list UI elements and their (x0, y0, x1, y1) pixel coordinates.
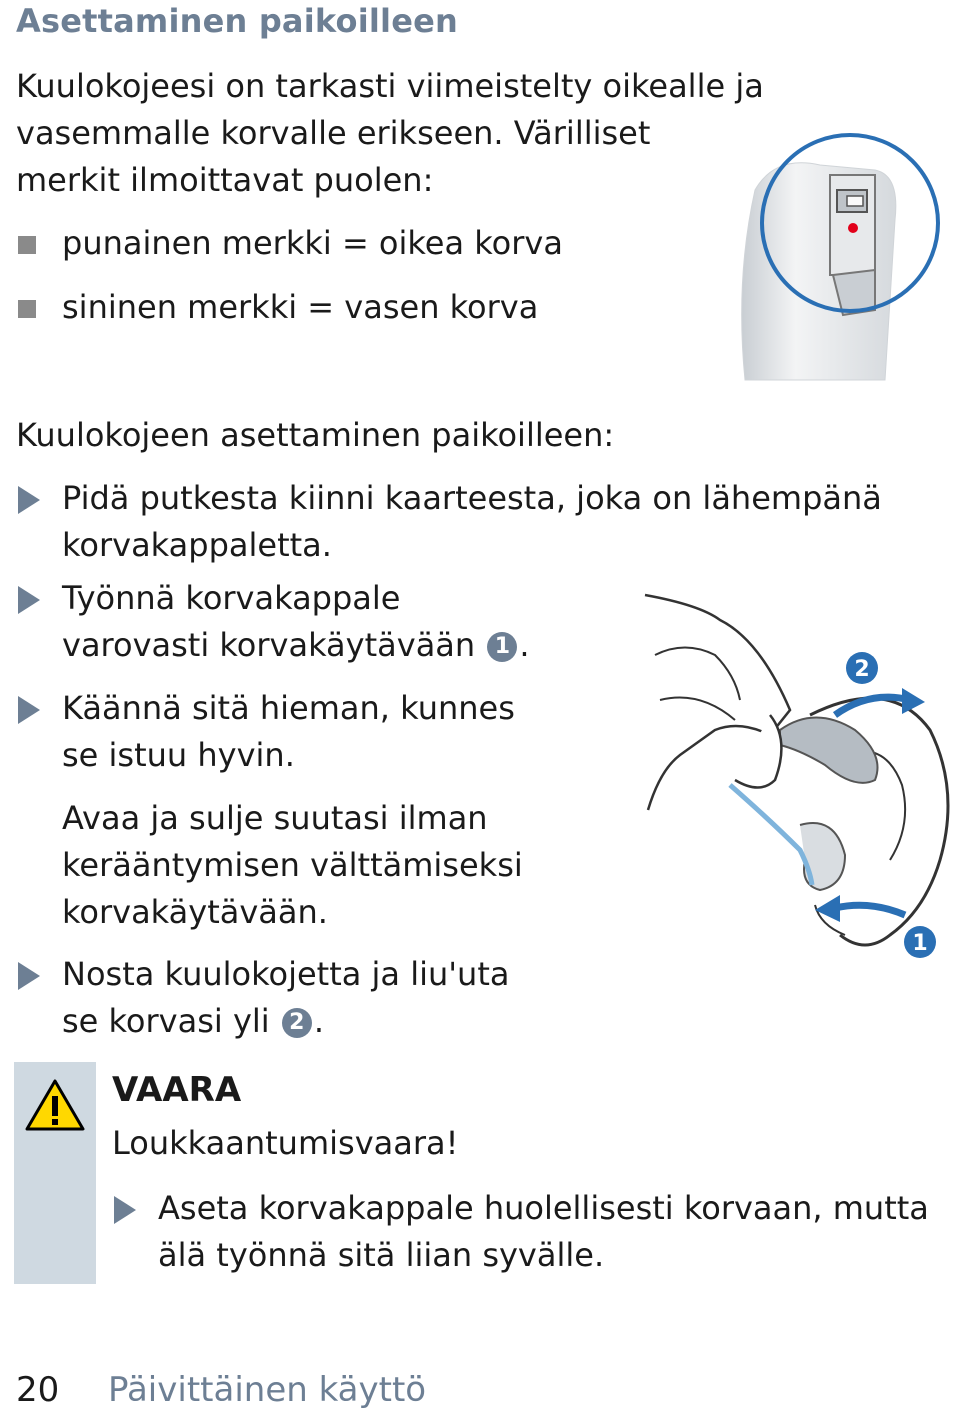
step-arrow-icon (114, 1196, 136, 1224)
intro-line: merkit ilmoittavat puolen: (16, 161, 434, 199)
step-line: se istuu hyvin. (62, 736, 295, 774)
period: . (313, 1002, 324, 1040)
step-line: Työnnä korvakappale (62, 579, 401, 617)
step-arrow-icon (18, 962, 40, 990)
step-note (62, 795, 523, 936)
step-text: varovasti korvakäytävään (62, 626, 476, 664)
step-4 (62, 951, 509, 1045)
step-2 (62, 575, 530, 669)
step-line: Käännä sitä hieman, kunnes (62, 689, 515, 727)
warning-title: VAARA (112, 1070, 242, 1110)
footer-section: Päivittäinen käyttö (108, 1370, 427, 1410)
warning-instruction (158, 1185, 929, 1279)
square-bullet-icon (18, 300, 36, 318)
marker-item-red: punainen merkki = oikea korva (62, 224, 563, 262)
page-number: 20 (16, 1370, 60, 1410)
section-title: Asettaminen paikoilleen (16, 2, 458, 40)
hearing-aid-closeup-illustration (735, 130, 950, 385)
note-line: korvakäytävään. (62, 893, 328, 931)
step-line: korvakappaletta. (62, 526, 332, 564)
intro-line: vasemmalle korvalle erikseen. Värilliset (16, 114, 651, 152)
step-1 (62, 475, 882, 569)
step-arrow-icon (18, 586, 40, 614)
insert-heading: Kuulokojeen asettaminen paikoilleen: (16, 416, 615, 454)
warning-triangle-icon (24, 1078, 86, 1132)
warning-line: Aseta korvakappale huolellisesti korvaan, mutta (158, 1189, 929, 1227)
step-line (62, 622, 530, 669)
figure-label-2: 2 (854, 657, 870, 682)
red-marker-dot (848, 223, 858, 233)
step-arrow-icon (18, 486, 40, 514)
step-line: Nosta kuulokojetta ja liu'uta (62, 955, 510, 993)
period: . (519, 626, 530, 664)
intro-line: Kuulokojeesi on tarkasti viimeistelty oikealle ja (16, 67, 764, 105)
step-number-badge: 1 (487, 632, 517, 662)
step-line: Pidä putkesta kiinni kaarteesta, joka on lähempänä (62, 479, 882, 517)
step-3 (62, 685, 515, 779)
ear-fitting-illustration (640, 580, 960, 980)
step-text: se korvasi yli (62, 1002, 270, 1040)
note-line: Avaa ja sulje suutasi ilman (62, 799, 488, 837)
step-line (62, 998, 509, 1045)
square-bullet-icon (18, 236, 36, 254)
figure-label-1: 1 (912, 931, 928, 956)
step-arrow-icon (18, 696, 40, 724)
note-line: kerääntymisen välttämiseksi (62, 846, 523, 884)
intro-paragraph (16, 63, 764, 204)
warning-line: älä työnnä sitä liian syvälle. (158, 1236, 605, 1274)
warning-subtitle: Loukkaantumisvaara! (112, 1124, 459, 1162)
marker-item-blue: sininen merkki = vasen korva (62, 288, 539, 326)
step-number-badge: 2 (282, 1008, 312, 1038)
